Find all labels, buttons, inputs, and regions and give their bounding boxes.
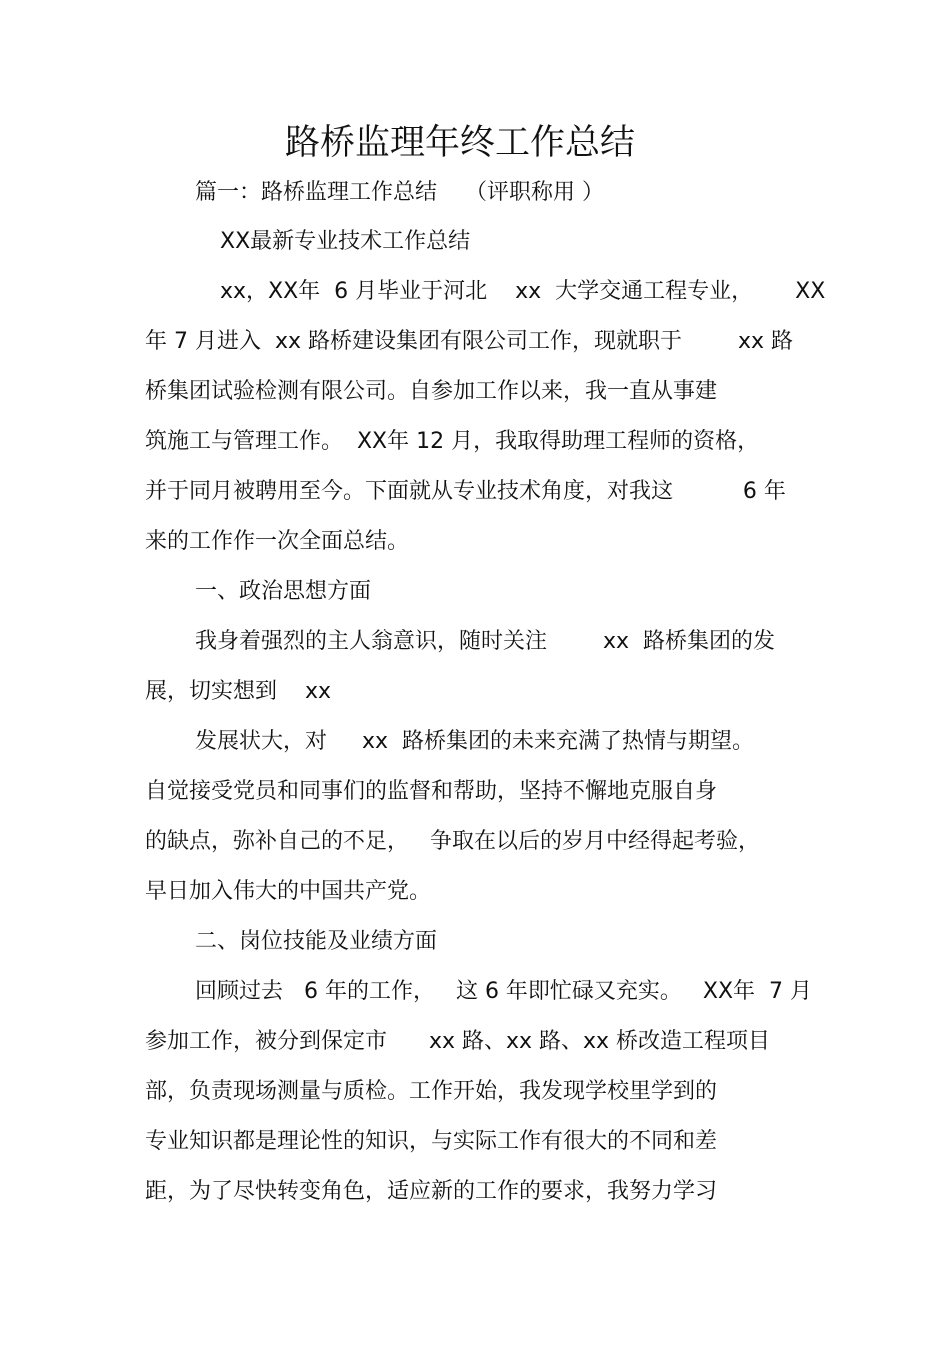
section-heading: 一、政治思想方面 [195,579,372,604]
paragraph-line: xx，XX年 6 月毕业于河北 xx 大学交通工程专业， XX [220,279,826,304]
paragraph-line: 部，负责现场测量与质检。工作开始，我发现学校里学到的 [145,1079,718,1104]
paragraph-line: 并于同月被聘用至今。下面就从专业技术角度，对我这 6 年 [145,479,786,504]
document-subtitle: 篇一：路桥监理工作总结 （评职称用 ） [195,180,604,205]
paragraph-line: 早日加入伟大的中国共产党。 [145,879,432,904]
paragraph-line: 年 7 月进入 xx 路桥建设集团有限公司工作，现就职于 xx 路 [145,329,793,354]
paragraph-line: 我身着强烈的主人翁意识，随时关注 xx 路桥集团的发 [195,629,775,654]
paragraph-line: 的缺点，弥补自己的不足， 争取在以后的岁月中经得起考验， [145,829,760,854]
paragraph-line: 参加工作，被分到保定市 xx 路、xx 路、xx 桥改造工程项目 [145,1029,771,1054]
section-heading: 二、岗位技能及业绩方面 [195,929,438,954]
paragraph-line: 自觉接受党员和同事们的监督和帮助，坚持不懈地克服自身 [145,779,718,804]
paragraph-line: 距，为了尽快转变角色，适应新的工作的要求，我努力学习 [145,1179,718,1204]
paragraph-line: 筑施工与管理工作。 XX年 12 月，我取得助理工程师的资格， [145,429,760,454]
paragraph-line: 专业知识都是理论性的知识，与实际工作有很大的不同和差 [145,1129,718,1154]
paragraph-line: 桥集团试验检测有限公司。自参加工作以来，我一直从事建 [145,379,718,404]
paragraph-line: 回顾过去 6 年的工作， 这 6 年即忙碌又充实。 XX年 7 月 [195,979,813,1004]
paragraph-line: XX最新专业技术工作总结 [220,229,471,254]
paragraph-line: 来的工作作一次全面总结。 [145,529,410,554]
paragraph-line: 发展状大，对 xx 路桥集团的未来充满了热情与期望。 [195,729,754,754]
document-title: 路桥监理年终工作总结 [284,123,635,163]
paragraph-line: 展，切实想到 xx [145,679,332,704]
